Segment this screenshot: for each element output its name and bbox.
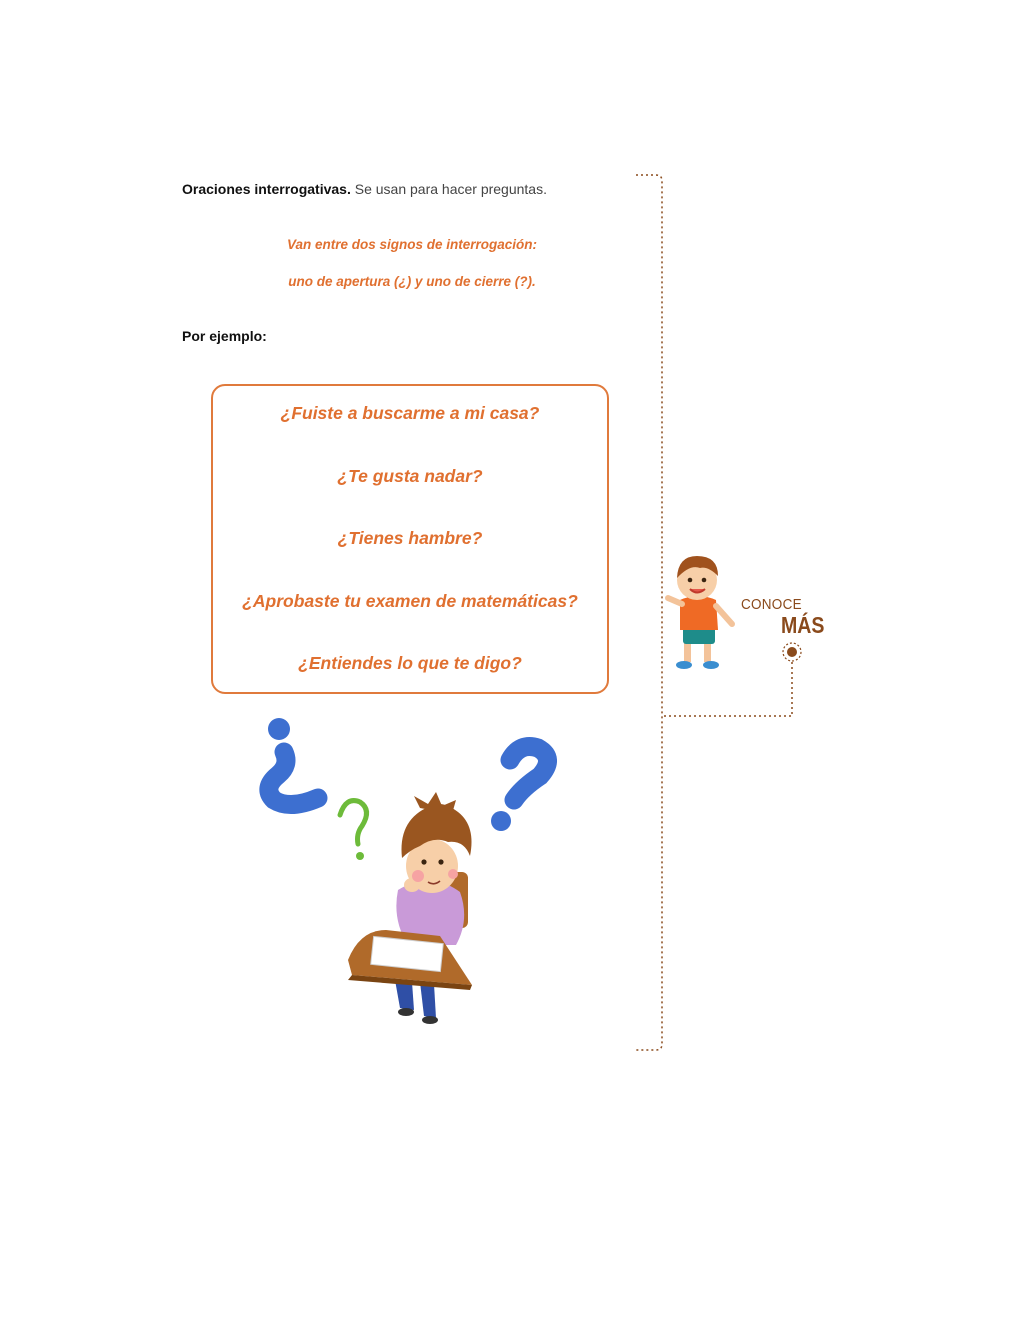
boy-pointing-illustration [668,556,732,669]
example-label: Por ejemplo: [182,328,267,344]
intro-definition: Se usan para hacer preguntas. [350,181,547,197]
mas-label: MÁS [781,612,825,638]
question-item: ¿Tienes hambre? [337,528,483,548]
question-item: ¿Te gusta nadar? [337,466,483,486]
intro-term: Oraciones interrogativas. [182,181,351,197]
thinking-student-illustration [348,792,472,1024]
question-item: ¿Fuiste a buscarme a mi casa? [280,403,540,423]
question-mark-icon [491,747,548,832]
question-item: ¿Aprobaste tu examen de matemáticas? [242,591,578,611]
inverted-question-mark-icon [268,718,318,805]
conoce-label: CONOCE [741,596,802,613]
note-line-1: Van entre dos signos de interrogación: [286,237,538,252]
question-item: ¿Entiendes lo que te digo? [298,653,522,673]
small-question-mark-icon [340,801,367,860]
note-line-2: uno de apertura (¿) y uno de cierre (?). [288,274,536,289]
